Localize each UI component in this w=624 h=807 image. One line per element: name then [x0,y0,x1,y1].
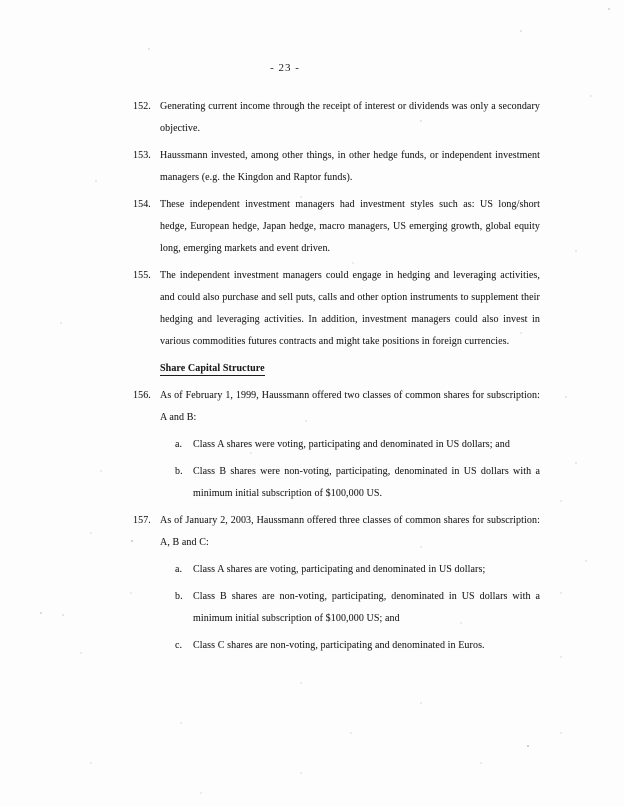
paragraph-number: 154. [133,199,151,210]
paragraph-text: Generating current income through the receipt of interest or dividends was only a secondary objective. [160,101,540,134]
paragraph-157 [133,510,540,554]
paragraph-154 [133,194,540,260]
paragraph-153 [133,145,540,189]
list-item-156b [175,461,540,505]
paragraph-155 [133,265,540,353]
paragraph-number: 156. [133,390,151,401]
list-item-letter: b. [175,591,183,602]
document-body [133,96,540,662]
list-item-letter: b. [175,466,183,477]
paragraph-number: 157. [133,515,151,526]
list-item-157b [175,586,540,630]
paragraph-156 [133,385,540,429]
paragraph-number: 155. [133,270,151,281]
scan-noise-specks [0,0,2,2]
paragraph-text: The independent investment managers could engage in hedging and leveraging activities, and could also purchase and sell puts, calls and other option instruments to supplement their hedging and leveraging activities. In addition, investment managers could also invest in various commodities futures contracts and might take positions in foreign currencies. [160,270,540,347]
paragraph-number: 152. [133,101,151,112]
list-item-157a [175,559,540,581]
list-item-157c [175,635,540,657]
section-heading-text: Share Capital Structure [160,363,265,374]
list-item-text: Class A shares were voting, participating and denominated in US dollars; and [193,439,510,450]
paragraph-text: These independent investment managers had investment styles such as: US long/short hedge, European hedge, Japan hedge, macro managers, US emerging growth, global equity long, emerging markets and event driven. [160,199,540,254]
list-item-text: Class B shares are non-voting, participating, denominated in US dollars with a minimum initial subscription of $100,000 US; and [193,591,540,624]
list-item-letter: a. [175,439,183,450]
list-item-text: Class B shares were non-voting, participating, denominated in US dollars with a minimum initial subscription of $100,000 US. [193,466,540,499]
list-item-text: Class C shares are non-voting, participating and denominated in Euros. [193,640,485,651]
list-item-letter: c. [175,640,183,651]
paragraph-number: 153. [133,150,151,161]
list-item-156a [175,434,540,456]
list-item-letter: a. [175,564,183,575]
paragraph-text: Haussmann invested, among other things, in other hedge funds, or independent investment managers (e.g. the Kingdon and Raptor funds). [160,150,540,183]
page-number: - 23 - [270,62,300,74]
list-item-text: Class A shares are voting, participating and denominated in US dollars; [193,564,486,575]
paragraph-text: As of January 2, 2003, Haussmann offered three classes of common shares for subscription: A, B and C: [160,515,540,548]
section-heading [160,358,540,380]
paragraph-152 [133,96,540,140]
paragraph-text: As of February 1, 1999, Haussmann offered two classes of common shares for subscription: A and B: [160,390,540,423]
